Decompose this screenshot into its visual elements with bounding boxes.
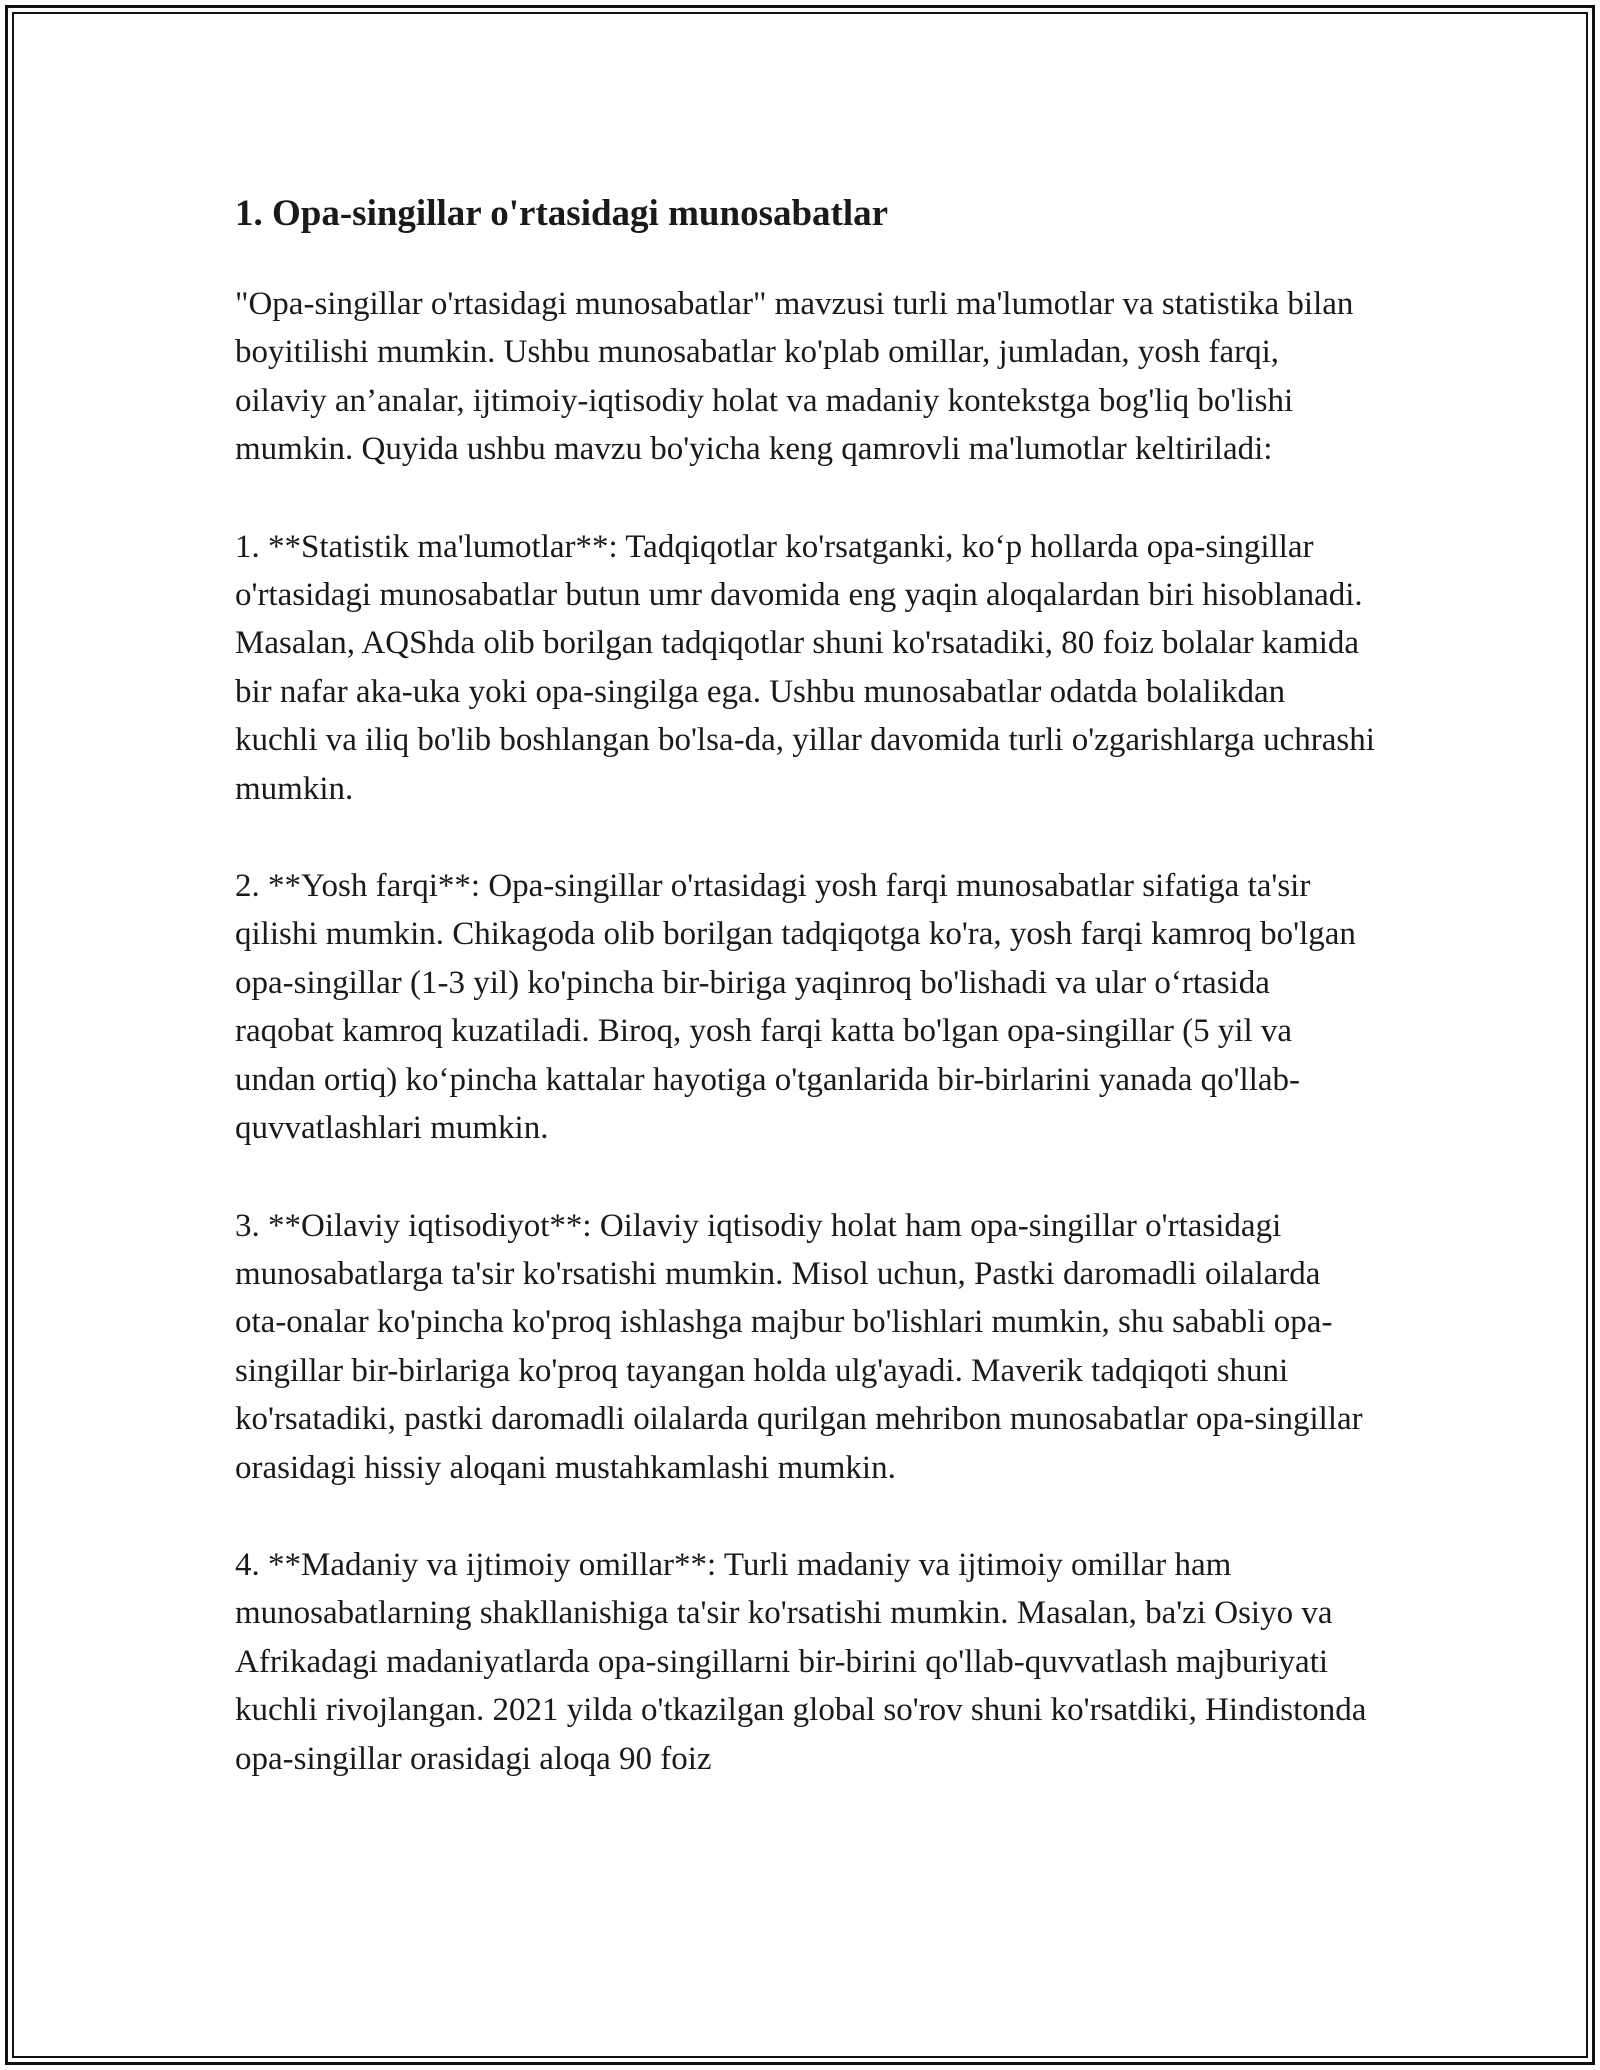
document-title: 1. Opa-singillar o'rtasidagi munosabatlar bbox=[235, 193, 889, 234]
document-body bbox=[235, 188, 1375, 1783]
cultural-social-paragraph: 4. **Madaniy va ijtimoiy omillar**: Turli madaniy va ijtimoiy omillar ham munosabatlarning shakllanishiga ta'sir ko'rsatishi mumkin. Masalan, ba'zi Osiyo va Afrikadagi madaniyatlarda opa-singillarni bir-birini qo'llab-quvvatlash majburiyati kuchli rivojlangan. 2021 yilda o'tkazilgan global so'rov shuni ko'rsatdiki, Hindistonda opa-singillar orasidagi aloqa 90 foiz bbox=[235, 1546, 1367, 1777]
age-gap-paragraph: 2. **Yosh farqi**: Opa-singillar o'rtasidagi yosh farqi munosabatlar sifatiga ta'sir qilishi mumkin. Chikagoda olib borilgan tadqiqotga ko'ra, yosh farqi kamroq bo'lgan opa-singillar (1-3 yil) ko'pincha bir-biriga yaqinroq bo'lishadi va ular oʻrtasida raqobat kamroq kuzatiladi. Biroq, yosh farqi katta bo'lgan opa-singillar (5 yil va undan ortiq) koʻpincha kattalar hayotiga o'tganlarida bir-birlarini yanada qo'llab-quvvatlashlari mumkin. bbox=[235, 868, 1356, 1147]
statistics-paragraph: 1. **Statistik ma'lumotlar**: Tadqiqotlar ko'rsatganki, koʻp hollarda opa-singillar o'rtasidagi munosabatlar butun umr davomida eng yaqin aloqalardan biri hisoblanadi. Masalan, AQShda olib borilgan tadqiqotlar shuni ko'rsatadiki, 80 foiz bolalar kamida bir nafar aka-uka yoki opa-singilga ega. Ushbu munosabatlar odatda bolalikdan kuchli va iliq bo'lib boshlangan bo'lsa-da, yillar davomida turli o'zgarishlarga uchrashi mumkin. bbox=[235, 528, 1375, 807]
family-economy-paragraph: 3. **Oilaviy iqtisodiyot**: Oilaviy iqtisodiy holat ham opa-singillar o'rtasidagi munosabatlarga ta'sir ko'rsatishi mumkin. Misol uchun, Pastki daromadli oilalarda ota-onalar ko'pincha ko'proq ishlashga majbur bo'lishlari mumkin, shu sababli opa-singillar bir-birlariga ko'proq tayangan holda ulg'ayadi. Maverik tadqiqoti shuni ko'rsatadiki, pastki daromadli oilalarda qurilgan mehribon munosabatlar opa-singillar orasidagi hissiy aloqani mustahkamlashi mumkin. bbox=[235, 1207, 1363, 1486]
intro-paragraph: "Opa-singillar o'rtasidagi munosabatlar" mavzusi turli ma'lumotlar va statistika bilan boyitilishi mumkin. Ushbu munosabatlar ko'plab omillar, jumladan, yosh farqi, oilaviy an’analar, ijtimoiy-iqtisodiy holat va madaniy kontekstga bog'liq bo'lishi mumkin. Quyida ushbu mavzu bo'yicha keng qamrovli ma'lumotlar keltiriladi: bbox=[235, 286, 1354, 468]
